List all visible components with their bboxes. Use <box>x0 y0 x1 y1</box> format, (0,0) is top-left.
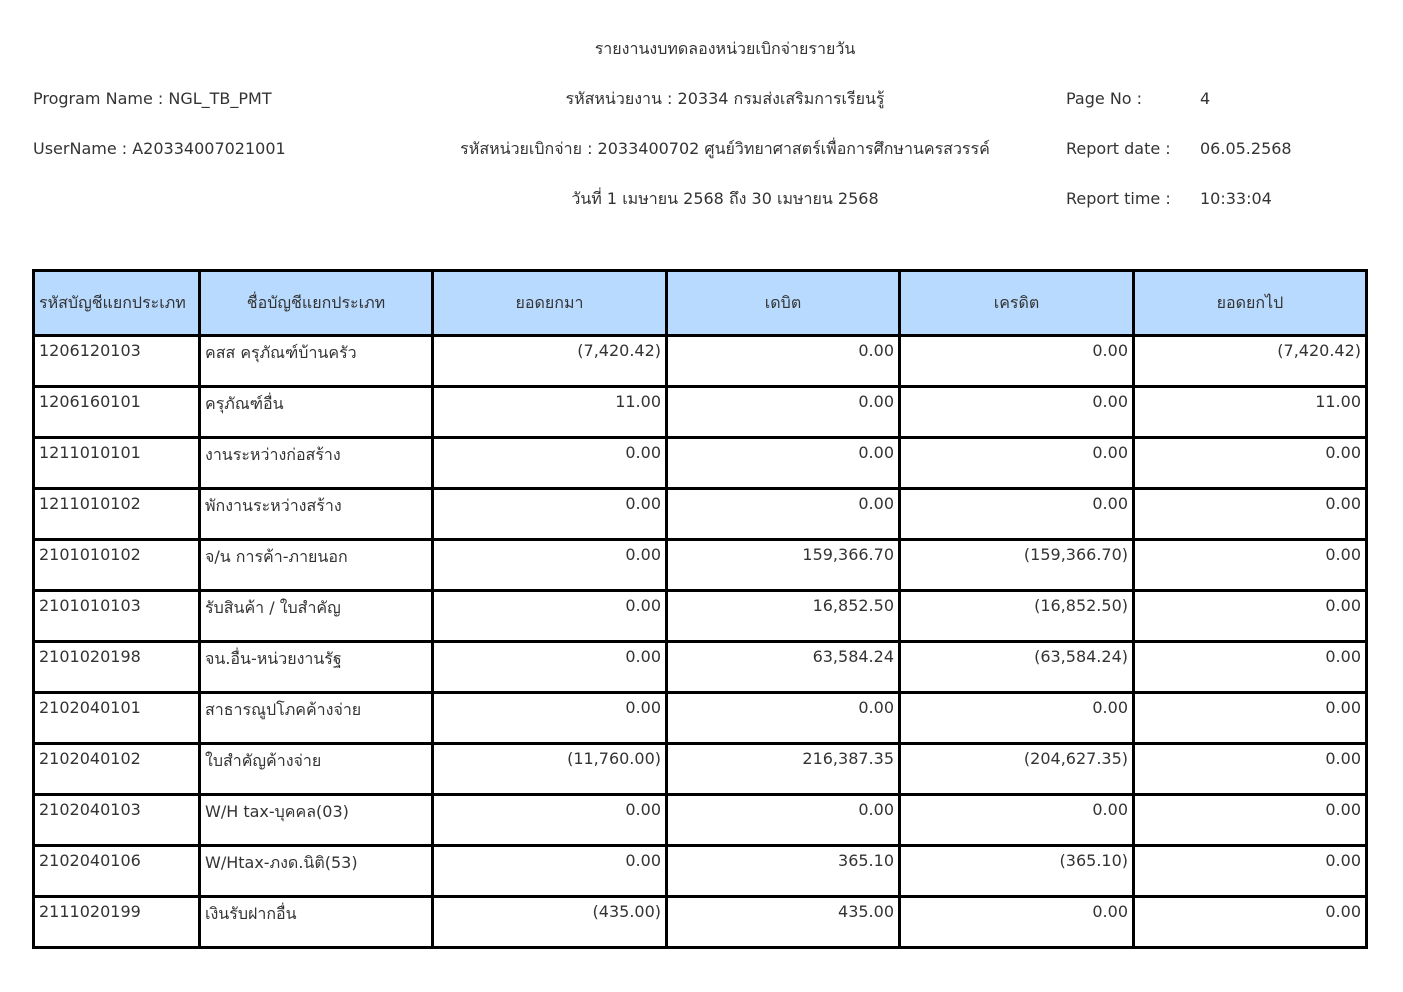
column-header-debit: เดบิต <box>667 271 900 336</box>
table-row <box>34 336 1367 387</box>
account-name-cell: W/H tax-บุคคล(03) <box>200 795 433 846</box>
brought-forward-cell: (7,420.42) <box>433 336 667 387</box>
brought-forward-cell: (11,760.00) <box>433 744 667 795</box>
debit-cell: 16,852.50 <box>667 591 900 642</box>
column-header-credit: เครดิต <box>900 271 1134 336</box>
carried-forward-cell: 0.00 <box>1134 438 1367 489</box>
account-name-cell: พักงานระหว่างสร้าง <box>200 489 433 540</box>
debit-cell: 159,366.70 <box>667 540 900 591</box>
brought-forward-cell: 0.00 <box>433 591 667 642</box>
brought-forward-cell: 0.00 <box>433 438 667 489</box>
debit-cell: 216,387.35 <box>667 744 900 795</box>
brought-forward-cell: 0.00 <box>433 489 667 540</box>
account-name-cell: ใบสำคัญค้างจ่าย <box>200 744 433 795</box>
debit-cell: 0.00 <box>667 489 900 540</box>
credit-cell: 0.00 <box>900 387 1134 438</box>
credit-cell: 0.00 <box>900 693 1134 744</box>
debit-cell: 0.00 <box>667 693 900 744</box>
trial-balance-table <box>32 269 1368 949</box>
credit-cell: (204,627.35) <box>900 744 1134 795</box>
report-date-label: Report date : <box>1066 139 1171 158</box>
carried-forward-cell: 0.00 <box>1134 897 1367 948</box>
account-code-cell: 2102040101 <box>34 693 200 744</box>
table-row <box>34 387 1367 438</box>
brought-forward-cell: 11.00 <box>433 387 667 438</box>
account-name-cell: จ/น การค้า-ภายนอก <box>200 540 433 591</box>
account-name-cell: คสส ครุภัณฑ์บ้านครัว <box>200 336 433 387</box>
account-name-cell: รับสินค้า / ใบสำคัญ <box>200 591 433 642</box>
account-name-cell: ครุภัณฑ์อื่น <box>200 387 433 438</box>
credit-cell: 0.00 <box>900 489 1134 540</box>
table-row <box>34 438 1367 489</box>
debit-cell: 0.00 <box>667 336 900 387</box>
report-period: วันที่ 1 เมษายน 2568 ถึง 30 เมษายน 2568 <box>571 189 879 208</box>
account-name-cell: จน.อื่น-หน่วยงานรัฐ <box>200 642 433 693</box>
program-name: Program Name : NGL_TB_PMT <box>33 89 272 108</box>
agency-code-line: รหัสหน่วยงาน : 20334 กรมส่งเสริมการเรียนรู้ <box>565 89 885 108</box>
column-header-carried-forward: ยอดยกไป <box>1134 271 1367 336</box>
debit-cell: 0.00 <box>667 795 900 846</box>
brought-forward-cell: 0.00 <box>433 795 667 846</box>
debit-cell: 435.00 <box>667 897 900 948</box>
carried-forward-cell: 0.00 <box>1134 591 1367 642</box>
table-row <box>34 591 1367 642</box>
table-row <box>34 642 1367 693</box>
brought-forward-cell: 0.00 <box>433 540 667 591</box>
credit-cell: (63,584.24) <box>900 642 1134 693</box>
disbursement-unit-line: รหัสหน่วยเบิกจ่าย : 2033400702 ศูนย์วิทยาศาสตร์เพื่อการศึกษานครสวรรค์ <box>460 139 990 158</box>
account-name-cell: สาธารณูปโภคค้างจ่าย <box>200 693 433 744</box>
carried-forward-cell: 0.00 <box>1134 693 1367 744</box>
account-code-cell: 2101010102 <box>34 540 200 591</box>
credit-cell: 0.00 <box>900 336 1134 387</box>
credit-cell: 0.00 <box>900 438 1134 489</box>
account-code-cell: 2102040103 <box>34 795 200 846</box>
table-row <box>34 744 1367 795</box>
credit-cell: (365.10) <box>900 846 1134 897</box>
account-name-cell: งานระหว่างก่อสร้าง <box>200 438 433 489</box>
carried-forward-cell: 0.00 <box>1134 642 1367 693</box>
carried-forward-cell: (7,420.42) <box>1134 336 1367 387</box>
table-row <box>34 846 1367 897</box>
column-header-account-code: รหัสบัญชีแยกประเภท <box>34 271 200 336</box>
credit-cell: (16,852.50) <box>900 591 1134 642</box>
account-code-cell: 2101020198 <box>34 642 200 693</box>
brought-forward-cell: 0.00 <box>433 846 667 897</box>
carried-forward-cell: 11.00 <box>1134 387 1367 438</box>
debit-cell: 0.00 <box>667 438 900 489</box>
column-header-account-name: ชื่อบัญชีแยกประเภท <box>200 271 433 336</box>
carried-forward-cell: 0.00 <box>1134 795 1367 846</box>
table-row <box>34 897 1367 948</box>
account-code-cell: 1206160101 <box>34 387 200 438</box>
table-row <box>34 795 1367 846</box>
account-code-cell: 2102040106 <box>34 846 200 897</box>
account-code-cell: 1211010101 <box>34 438 200 489</box>
debit-cell: 365.10 <box>667 846 900 897</box>
credit-cell: 0.00 <box>900 795 1134 846</box>
page-number-value: 4 <box>1200 89 1211 108</box>
report-date-value: 06.05.2568 <box>1200 139 1292 158</box>
table-row <box>34 540 1367 591</box>
account-code-cell: 2101010103 <box>34 591 200 642</box>
brought-forward-cell: 0.00 <box>433 642 667 693</box>
debit-cell: 0.00 <box>667 387 900 438</box>
carried-forward-cell: 0.00 <box>1134 846 1367 897</box>
report-time-label: Report time : <box>1066 189 1171 208</box>
report-title: รายงานงบทดลองหน่วยเบิกจ่ายรายวัน <box>594 39 856 58</box>
account-name-cell: เงินรับฝากอื่น <box>200 897 433 948</box>
account-code-cell: 2111020199 <box>34 897 200 948</box>
column-header-brought-forward: ยอดยกมา <box>433 271 667 336</box>
report-time-value: 10:33:04 <box>1200 189 1272 208</box>
debit-cell: 63,584.24 <box>667 642 900 693</box>
carried-forward-cell: 0.00 <box>1134 489 1367 540</box>
account-code-cell: 1206120103 <box>34 336 200 387</box>
credit-cell: 0.00 <box>900 897 1134 948</box>
username: UserName : A20334007021001 <box>33 139 286 158</box>
brought-forward-cell: (435.00) <box>433 897 667 948</box>
table-row <box>34 489 1367 540</box>
carried-forward-cell: 0.00 <box>1134 744 1367 795</box>
credit-cell: (159,366.70) <box>900 540 1134 591</box>
account-code-cell: 1211010102 <box>34 489 200 540</box>
account-code-cell: 2102040102 <box>34 744 200 795</box>
page-number-label: Page No : <box>1066 89 1143 108</box>
carried-forward-cell: 0.00 <box>1134 540 1367 591</box>
account-name-cell: W/Htax-ภงด.นิติ(53) <box>200 846 433 897</box>
table-header-row <box>34 271 1367 336</box>
table-row <box>34 693 1367 744</box>
brought-forward-cell: 0.00 <box>433 693 667 744</box>
